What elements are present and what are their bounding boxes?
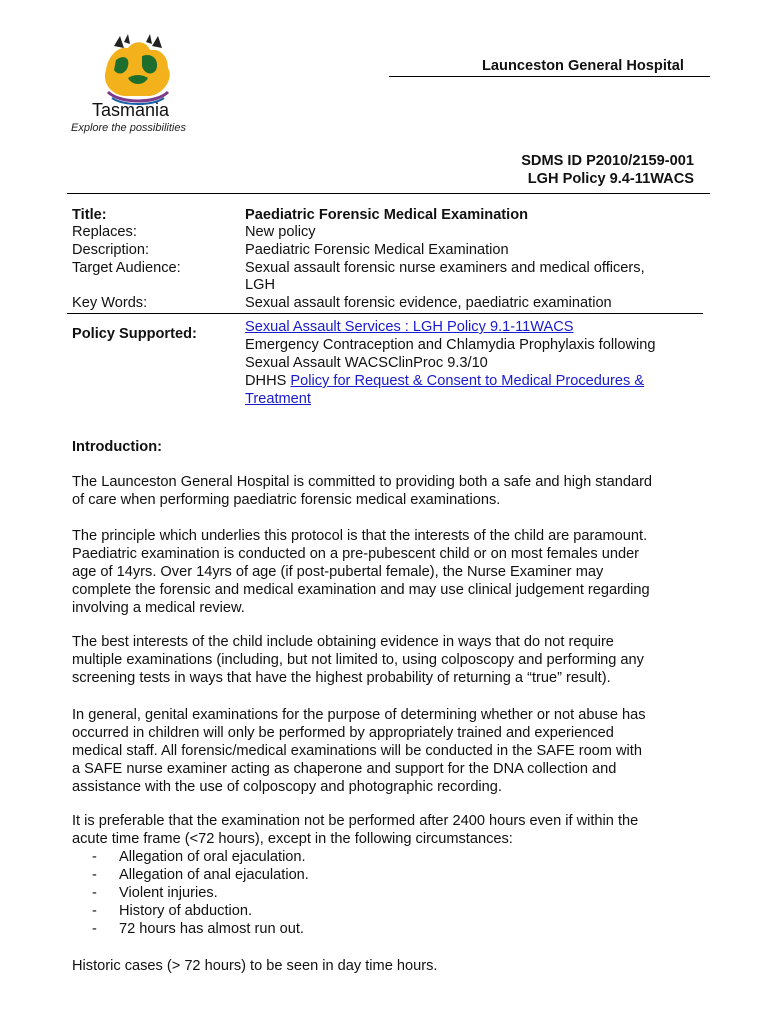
paragraph-line: The principle which underlies this protocol is that the interests of the child are paramount. [72,528,648,544]
paragraph-line: medical staff. All forensic/medical examinations will be conducted in the SAFE room with [72,743,642,759]
meta-mid-rule [67,313,703,314]
paragraph-line: It is preferable that the examination not be performed after 2400 hours even if within the [72,813,639,829]
replaces-label: Replaces: [72,224,137,240]
intro-paragraph-6: Historic cases (> 72 hours) to be seen in day time hours. [72,958,438,974]
audience-label: Target Audience: [72,260,181,276]
paragraph-line: multiple examinations (including, but not limited to, using colposcopy and performing any [72,652,644,668]
policy-link-sexual-assault-services[interactable]: Sexual Assault Services : LGH Policy 9.1-11WACS [245,319,574,335]
title-label: Title: [72,207,107,223]
list-item-text: Allegation of anal ejaculation. [119,867,309,883]
tasmania-logo [68,34,208,138]
paragraph-line: Paediatric examination is conducted on a pre-pubescent child or on most females under [72,546,640,562]
bullet-dash: - [92,885,97,901]
policy-supported-line3: Sexual Assault WACSClinProc 9.3/10 [245,355,488,371]
intro-paragraph-2 [72,527,702,617]
logo-tagline: Explore the possibilities [71,122,186,134]
list-item [92,920,309,938]
intro-heading: Introduction: [72,439,162,455]
logo-wordmark: Tasmania [92,100,170,120]
bullet-dash: - [92,849,97,865]
intro-paragraph-5 [72,812,702,848]
bullet-dash: - [92,903,97,919]
bullet-dash: - [92,921,97,937]
paragraph-line: involving a medical review. [72,600,245,616]
list-item [92,848,309,866]
paragraph-line: The best interests of the child include obtaining evidence in ways that do not require [72,634,614,650]
meta-top-rule [67,193,710,194]
dhhs-prefix: DHHS [245,373,291,389]
list-item-text: 72 hours has almost run out. [119,921,304,937]
paragraph-line: screening tests in ways that have the highest probability of returning a “true” result). [72,670,611,686]
hospital-name: Launceston General Hospital [482,58,684,74]
description-label: Description: [72,242,150,258]
list-item-text: History of abduction. [119,903,253,919]
title-value: Paediatric Forensic Medical Examination [245,207,529,223]
list-item [92,902,309,920]
description-value: Paediatric Forensic Medical Examination [245,242,509,258]
paragraph-line: The Launceston General Hospital is committed to providing both a safe and high standard [72,474,653,490]
replaces-value: New policy [245,224,316,240]
list-item-text: Allegation of oral ejaculation. [119,849,306,865]
paragraph-line: acute time frame (<72 hours), except in the following circumstances: [72,831,513,847]
intro-paragraph-4 [72,706,702,796]
policy-number: LGH Policy 9.4-11WACS [527,171,694,187]
paragraph-line: age of 14yrs. Over 14yrs of age (if post-pubertal female), the Nurse Examiner may [72,564,604,580]
intro-paragraph-1 [72,473,702,509]
paragraph-line: In general, genital examinations for the purpose of determining whether or not abuse has [72,707,646,723]
keywords-label: Key Words: [72,295,148,311]
paragraph-line: assistance with the use of colposcopy and photographic recording. [72,779,502,795]
policy-link-consent-continued[interactable]: Treatment [245,391,311,407]
intro-paragraph-3 [72,633,702,687]
paragraph-line: a SAFE nurse examiner acting as chaperone and support for the DNA collection and [72,761,617,777]
list-item-text: Violent injuries. [119,885,218,901]
policy-supported-line2: Emergency Contraception and Chlamydia Prophylaxis following [245,337,656,353]
keywords-value: Sexual assault forensic evidence, paediatric examination [245,295,612,311]
list-item [92,884,309,902]
audience-value-line2: LGH [245,277,276,293]
tasmania-tiger-emblem-icon [68,34,208,106]
header-rule [389,76,710,77]
policy-supported-label: Policy Supported: [72,326,197,342]
bullet-dash: - [92,867,97,883]
paragraph-line: complete the forensic and medical examination and may use clinical judgement regarding [72,582,650,598]
paragraph-line: occurred in children will only be performed by appropriately trained and experienced [72,725,614,741]
list-item [92,866,309,884]
paragraph-line: of care when performing paediatric forensic medical examinations. [72,492,501,508]
sdms-id: SDMS ID P2010/2159-001 [521,153,694,169]
audience-value-line1: Sexual assault forensic nurse examiners and medical officers, [245,260,645,276]
policy-supported-line4 [245,372,644,390]
policy-link-consent[interactable]: Policy for Request & Consent to Medical Procedures & [290,373,645,389]
circumstances-list [92,848,309,938]
